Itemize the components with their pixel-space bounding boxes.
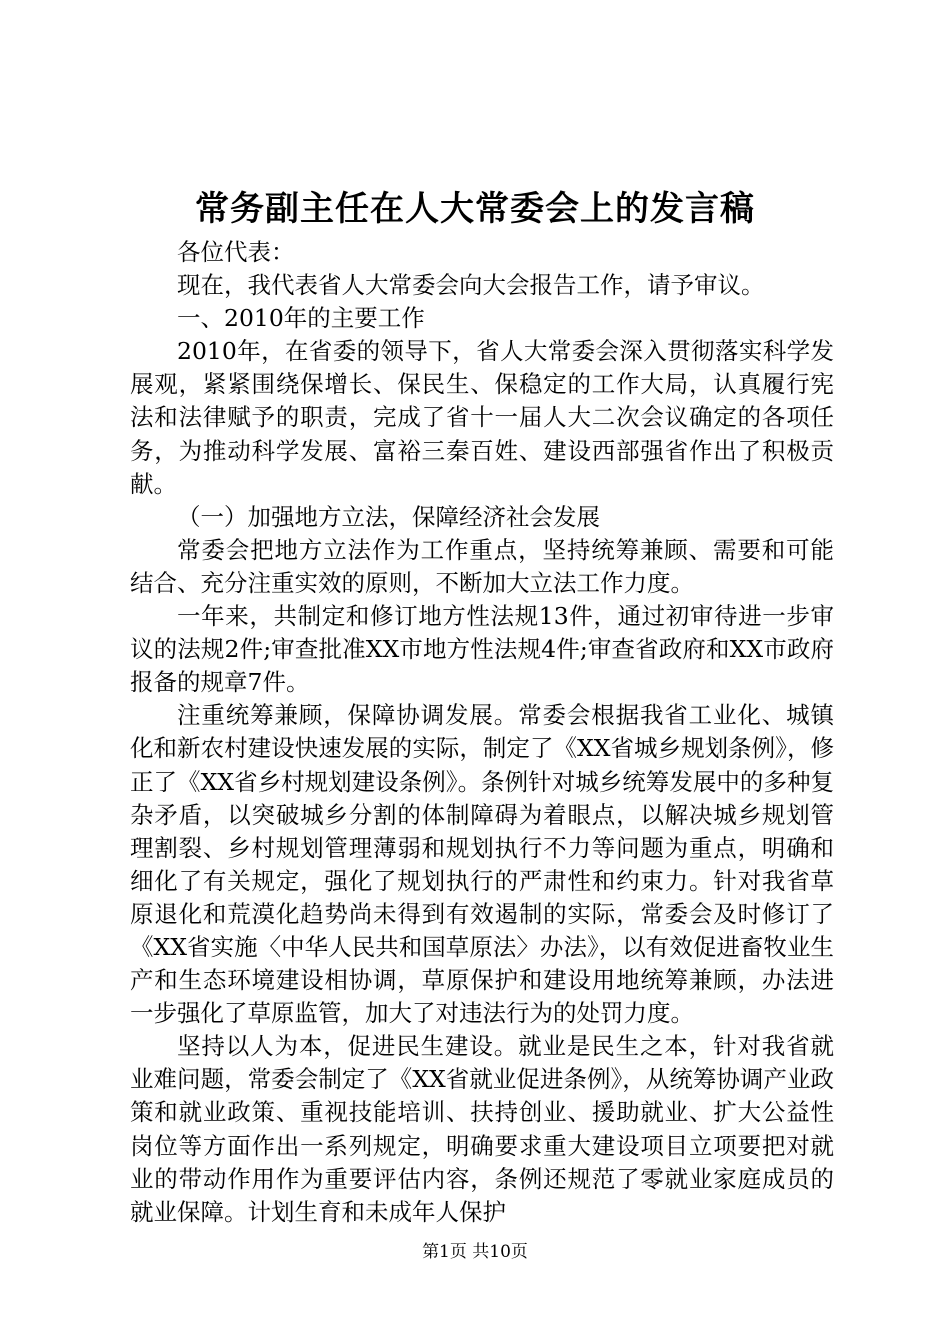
section-heading-1: 一、2010年的主要工作 xyxy=(177,304,425,333)
paragraph: 注重统筹兼顾，保障协调发展。常委会根据我省工业化、城镇化和新农村建设快速发展的实际，制定了《XX省城乡规划条例》，修正了《XX省乡村规划建设条例》。条例针对城乡统筹发展中的多种复杂矛盾，以突破城乡分割的体制障碍为着眼点，以解决城乡规划管理割裂、乡村规划管理薄弱和规划执行不力等问题为重点，明确和细化了有关规定，强化了规划执行的严肃性和约束力。针对我省草原退化和荒漠化趋势尚未得到有效遏制的实际，常委会及时修订了《XX省实施〈中华人民共和国草原法〉办法》，以有效促进畜牧业生产和生态环境建设相协调，草原保护和建设用地统筹兼顾，办法进一步强化了草原监管，加大了对违法行为的处罚力度。 xyxy=(130,701,834,1028)
paragraph: 2010年，在省委的领导下，省人大常委会深入贯彻落实科学发展观，紧紧围绕保增长、保民生、保稳定的工作大局，认真履行宪法和法律赋予的职责，完成了省十一届人大二次会议确定的各项任务，为推动科学发展、富裕三秦百姓、建设西部强省作出了积极贡献。 xyxy=(130,337,834,498)
paragraph-intro: 现在，我代表省人大常委会向大会报告工作，请予审议。 xyxy=(177,271,765,300)
document-body xyxy=(130,236,834,1229)
paragraph: 常委会把地方立法作为工作重点，坚持统筹兼顾、需要和可能结合、充分注重实效的原则，不断加大立法工作力度。 xyxy=(130,535,834,597)
page-footer: 第1页 共10页 xyxy=(422,1242,528,1262)
paragraph-salutation: 各位代表： xyxy=(177,238,295,266)
paragraph: 坚持以人为本，促进民生建设。就业是民生之本，针对我省就业难问题，常委会制定了《XX省就业促进条例》，从统筹协调产业政策和就业政策、重视技能培训、扶持创业、援助就业、扩大公益性岗位等方面作出一系列规定，明确要求重大建设项目立项要把对就业的带动作用作为重要评估内容，条例还规范了零就业家庭成员的就业保障。计划生育和未成年人保护 xyxy=(130,1032,834,1226)
subsection-heading-1: （一）加强地方立法，保障经济社会发展 xyxy=(177,502,600,531)
paragraph: 一年来，共制定和修订地方性法规13件，通过初审待进一步审议的法规2件;审查批准XX市地方性法规4件;审查省政府和XX市政府报备的规章7件。 xyxy=(130,602,834,697)
document-title: 常务副主任在人大常委会上的发言稿 xyxy=(195,189,755,229)
